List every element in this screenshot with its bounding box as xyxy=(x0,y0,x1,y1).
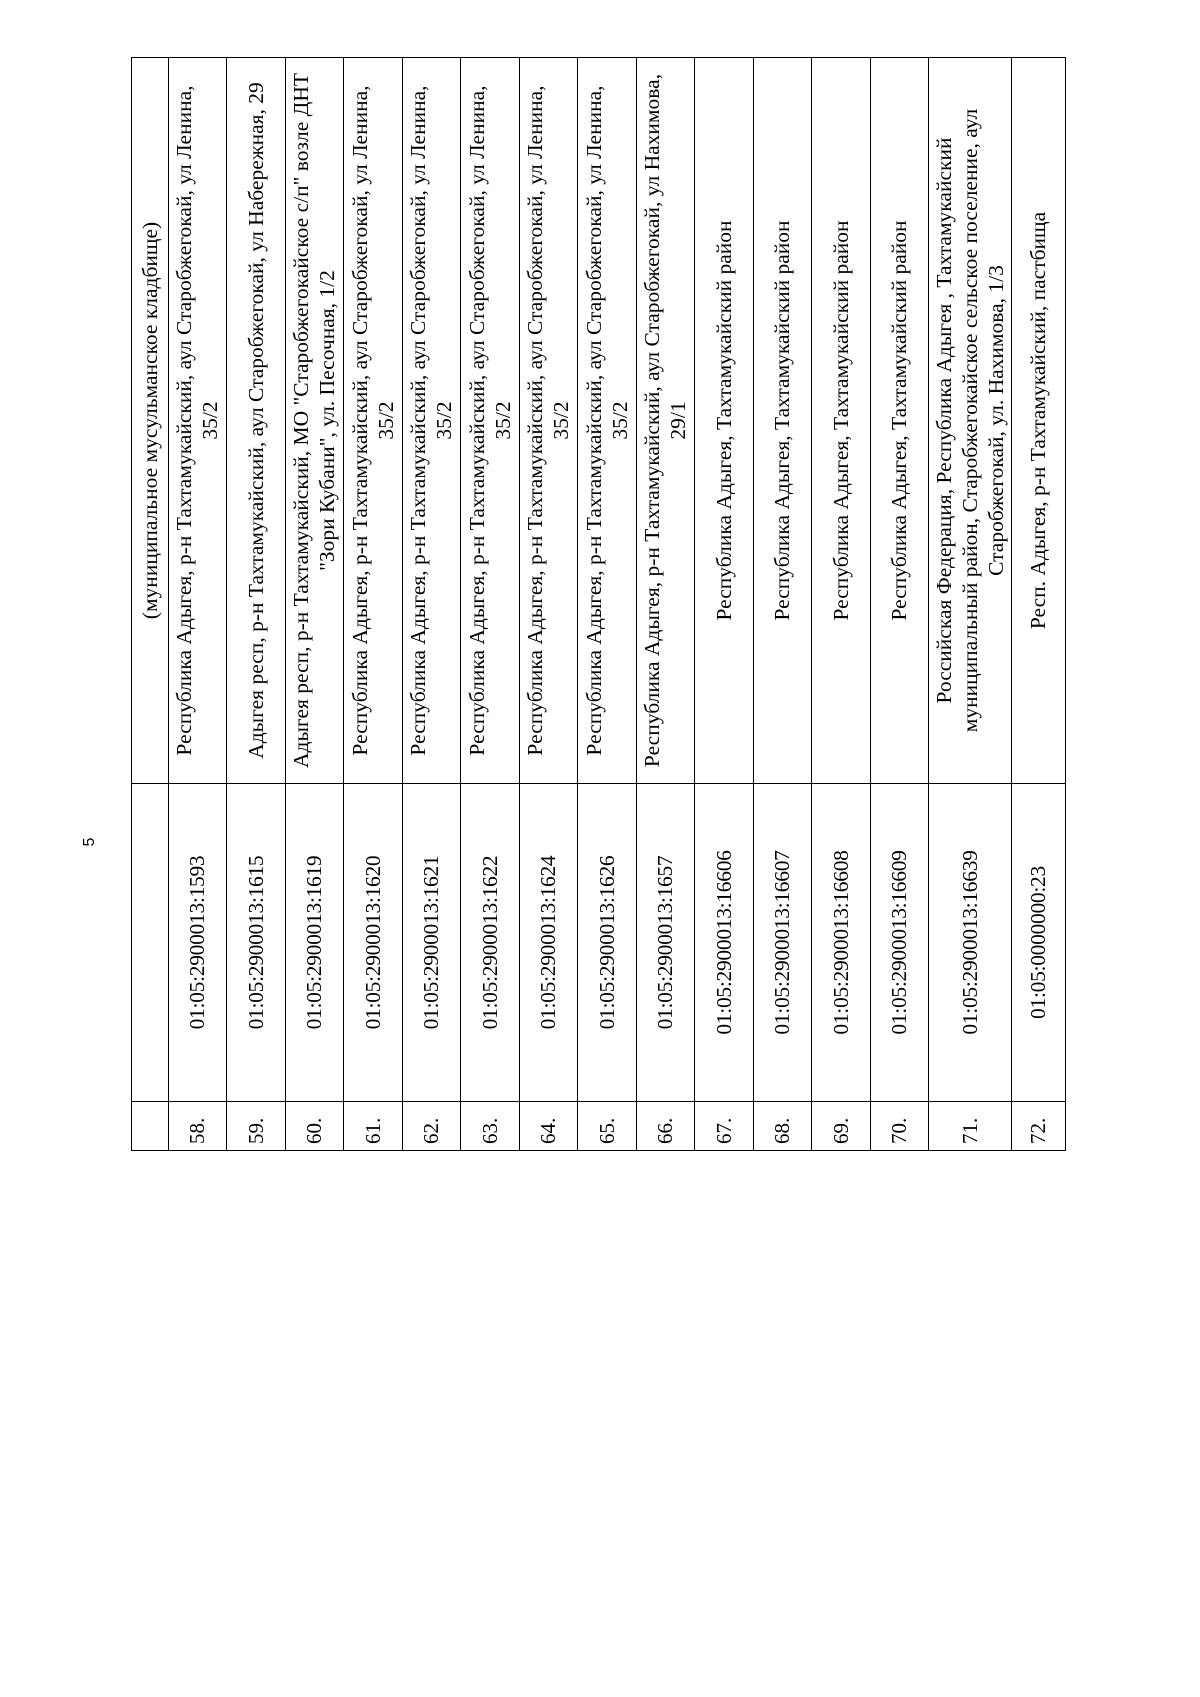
cadastral-number-cell: 01:05:2900013:16608 xyxy=(812,784,871,1102)
address-cell: Республика Адыгея, р-н Тахтамукайский, аул Старобжегокай, ул Ленина, 35/2 xyxy=(402,58,461,784)
cadastral-number-cell: 01:05:2900013:1620 xyxy=(344,784,403,1102)
table-body xyxy=(132,58,1066,1151)
row-number-cell: 70. xyxy=(870,1102,929,1151)
table-row xyxy=(227,58,286,1151)
table-row xyxy=(695,58,754,1151)
page-number: 5 xyxy=(81,837,98,847)
row-number-cell: 67. xyxy=(695,1102,754,1151)
table-row xyxy=(285,58,344,1151)
row-number-cell: 63. xyxy=(461,1102,520,1151)
address-cell: Республика Адыгея, р-н Тахтамукайский, аул Старобжегокай, ул Ленина, 35/2 xyxy=(578,58,637,784)
row-number-cell: 61. xyxy=(344,1102,403,1151)
address-cell: Республика Адыгея, р-н Тахтамукайский, аул Старобжегокай, ул Нахимова, 29/1 xyxy=(636,58,695,784)
table-row xyxy=(578,58,637,1151)
table-row xyxy=(402,58,461,1151)
table-header-continuation-row xyxy=(132,58,169,1151)
cadastral-number-cell: 01:05:2900013:1622 xyxy=(461,784,520,1102)
cadastral-number-cell: 01:05:2900013:1657 xyxy=(636,784,695,1102)
cadastral-number-cell: 01:05:2900013:1624 xyxy=(519,784,578,1102)
row-number-cell: 66. xyxy=(636,1102,695,1151)
address-cell: Республика Адыгея, Тахтамукайский район xyxy=(695,58,754,784)
address-cell: Республика Адыгея, Тахтамукайский район xyxy=(870,58,929,784)
header-address-cell: (муниципальное мусульманское кладбище) xyxy=(132,58,169,784)
address-cell: Республика Адыгея, р-н Тахтамукайский, аул Старобжегокай, ул Ленина, 35/2 xyxy=(344,58,403,784)
address-cell: Адыгея респ, р-н Тахтамукайский, МО "Старобжегокайское с/п" возле ДНТ "Зори Кубани", ул. Песочная, 1/2 xyxy=(285,58,344,784)
address-cell: Адыгея респ, р-н Тахтамукайский, аул Старобжегокай, ул Набережная, 29 xyxy=(227,58,286,784)
row-number-cell: 59. xyxy=(227,1102,286,1151)
cadastral-number-cell: 01:05:0000000:23 xyxy=(1011,784,1065,1102)
header-cadastral-cell xyxy=(132,784,169,1102)
address-cell: Республика Адыгея, р-н Тахтамукайский, аул Старобжегокай, ул Ленина, 35/2 xyxy=(461,58,520,784)
table-row xyxy=(519,58,578,1151)
rotated-table-inner xyxy=(131,58,1066,1151)
row-number-cell: 72. xyxy=(1011,1102,1065,1151)
row-number-cell: 62. xyxy=(402,1102,461,1151)
cadastral-number-cell: 01:05:2900013:1621 xyxy=(402,784,461,1102)
address-cell: Республика Адыгея, р-н Тахтамукайский, аул Старобжегокай, ул Ленина, 35/2 xyxy=(519,58,578,784)
header-num-cell xyxy=(132,1102,169,1151)
cadastral-number-cell: 01:05:2900013:16606 xyxy=(695,784,754,1102)
row-number-cell: 68. xyxy=(753,1102,812,1151)
row-number-cell: 60. xyxy=(285,1102,344,1151)
row-number-cell: 69. xyxy=(812,1102,871,1151)
address-cell: Российская Федерация, Республика Адыгея , Тахтамукайский муниципальный район, Старобжегокайское сельское поселение, аул Старобжегокай, ул. Нахимова, 1/3 xyxy=(929,58,1012,784)
row-number-cell: 64. xyxy=(519,1102,578,1151)
cadastral-number-cell: 01:05:2900013:1593 xyxy=(168,784,227,1102)
land-plots-table xyxy=(131,57,1066,1151)
cadastral-number-cell: 01:05:2900013:1619 xyxy=(285,784,344,1102)
table-row xyxy=(929,58,1012,1151)
address-cell: Республика Адыгея, Тахтамукайский район xyxy=(812,58,871,784)
table-row xyxy=(461,58,520,1151)
cadastral-number-cell: 01:05:2900013:16609 xyxy=(870,784,929,1102)
table-row xyxy=(636,58,695,1151)
rotated-table-container xyxy=(131,58,1066,1151)
address-cell: Республика Адыгея, р-н Тахтамукайский, аул Старобжегокай, ул Ленина, 35/2 xyxy=(168,58,227,784)
row-number-cell: 58. xyxy=(168,1102,227,1151)
address-cell: Респ. Адыгея, р-н Тахтамукайский, пастбища xyxy=(1011,58,1065,784)
table-row xyxy=(344,58,403,1151)
cadastral-number-cell: 01:05:2900013:16607 xyxy=(753,784,812,1102)
table-row xyxy=(753,58,812,1151)
table-row xyxy=(1011,58,1065,1151)
table-row xyxy=(870,58,929,1151)
cadastral-number-cell: 01:05:2900013:16639 xyxy=(929,784,1012,1102)
row-number-cell: 71. xyxy=(929,1102,1012,1151)
cadastral-number-cell: 01:05:2900013:1626 xyxy=(578,784,637,1102)
table-row xyxy=(168,58,227,1151)
cadastral-number-cell: 01:05:2900013:1615 xyxy=(227,784,286,1102)
table-row xyxy=(812,58,871,1151)
row-number-cell: 65. xyxy=(578,1102,637,1151)
address-cell: Республика Адыгея, Тахтамукайский район xyxy=(753,58,812,784)
